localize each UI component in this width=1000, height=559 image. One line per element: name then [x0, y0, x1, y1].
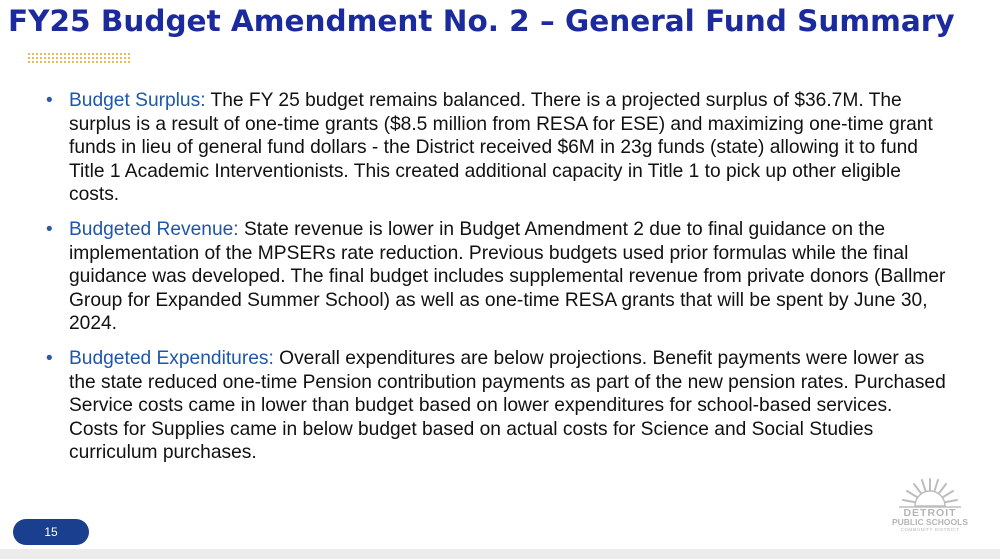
logo-text-public-schools: PUBLIC SCHOOLS	[891, 517, 969, 527]
bullet-item-budgeted-revenue	[46, 218, 946, 336]
bullet-icon: •	[46, 347, 53, 369]
bullet-text: State revenue is lower in Budget Amendment 2 due to final guidance on the implementation of the MPSERs rate reduction. Previous budgets used prior formulas while the final guidance was developed. The final budget includes supplemental revenue from private donors (Ballmer Group for Expanded Summer School) as well as one-time RESA grants that will be spent by June 30, 2024.	[69, 218, 946, 335]
bottom-strip	[0, 549, 1000, 559]
bullet-label: Budget Surplus:	[69, 90, 206, 111]
logo-text-community-district: COMMUNITY DISTRICT	[900, 527, 960, 532]
bullet-label: Budgeted Revenue:	[69, 218, 239, 240]
slide-title: FY25 Budget Amendment No. 2 – General Fund Summary	[8, 4, 955, 38]
bullet-item-budget-surplus	[46, 89, 946, 207]
bullet-text: The FY 25 budget remains balanced. There is a projected surplus of $36.7M. The surplus is a result of one-time grants ($8.5 million from RESA for ESE) and maximizing one-time grant funds in lieu of general fund dollars - the District received $6M in 23g funds (state) allowing it to fund Title 1 Academic Interventionists. This created additional capacity in Title 1 to pick up other eligible costs.	[69, 90, 933, 206]
bullet-text: Overall expenditures are below projections. Benefit payments were lower as the state reduced one-time Pension contribution payments as part of the new pension rates. Purchased Service costs came in lower than budget based on lower expenditures for school-based services. Costs for Supplies came in below budget based on actual costs for Science and Social Studies curriculum purchases.	[69, 347, 946, 464]
bullet-label: Budgeted Expenditures:	[69, 347, 274, 369]
bullet-list	[46, 89, 946, 476]
sunburst-icon	[895, 478, 965, 508]
bullet-icon: •	[46, 218, 53, 240]
bullet-icon: •	[46, 90, 53, 111]
logo-text-detroit: DETROIT	[903, 507, 957, 519]
page-number-badge: 15	[13, 519, 89, 545]
decorative-dots	[27, 52, 131, 64]
district-logo	[880, 478, 980, 542]
bullet-item-budgeted-expenditures	[46, 347, 946, 465]
